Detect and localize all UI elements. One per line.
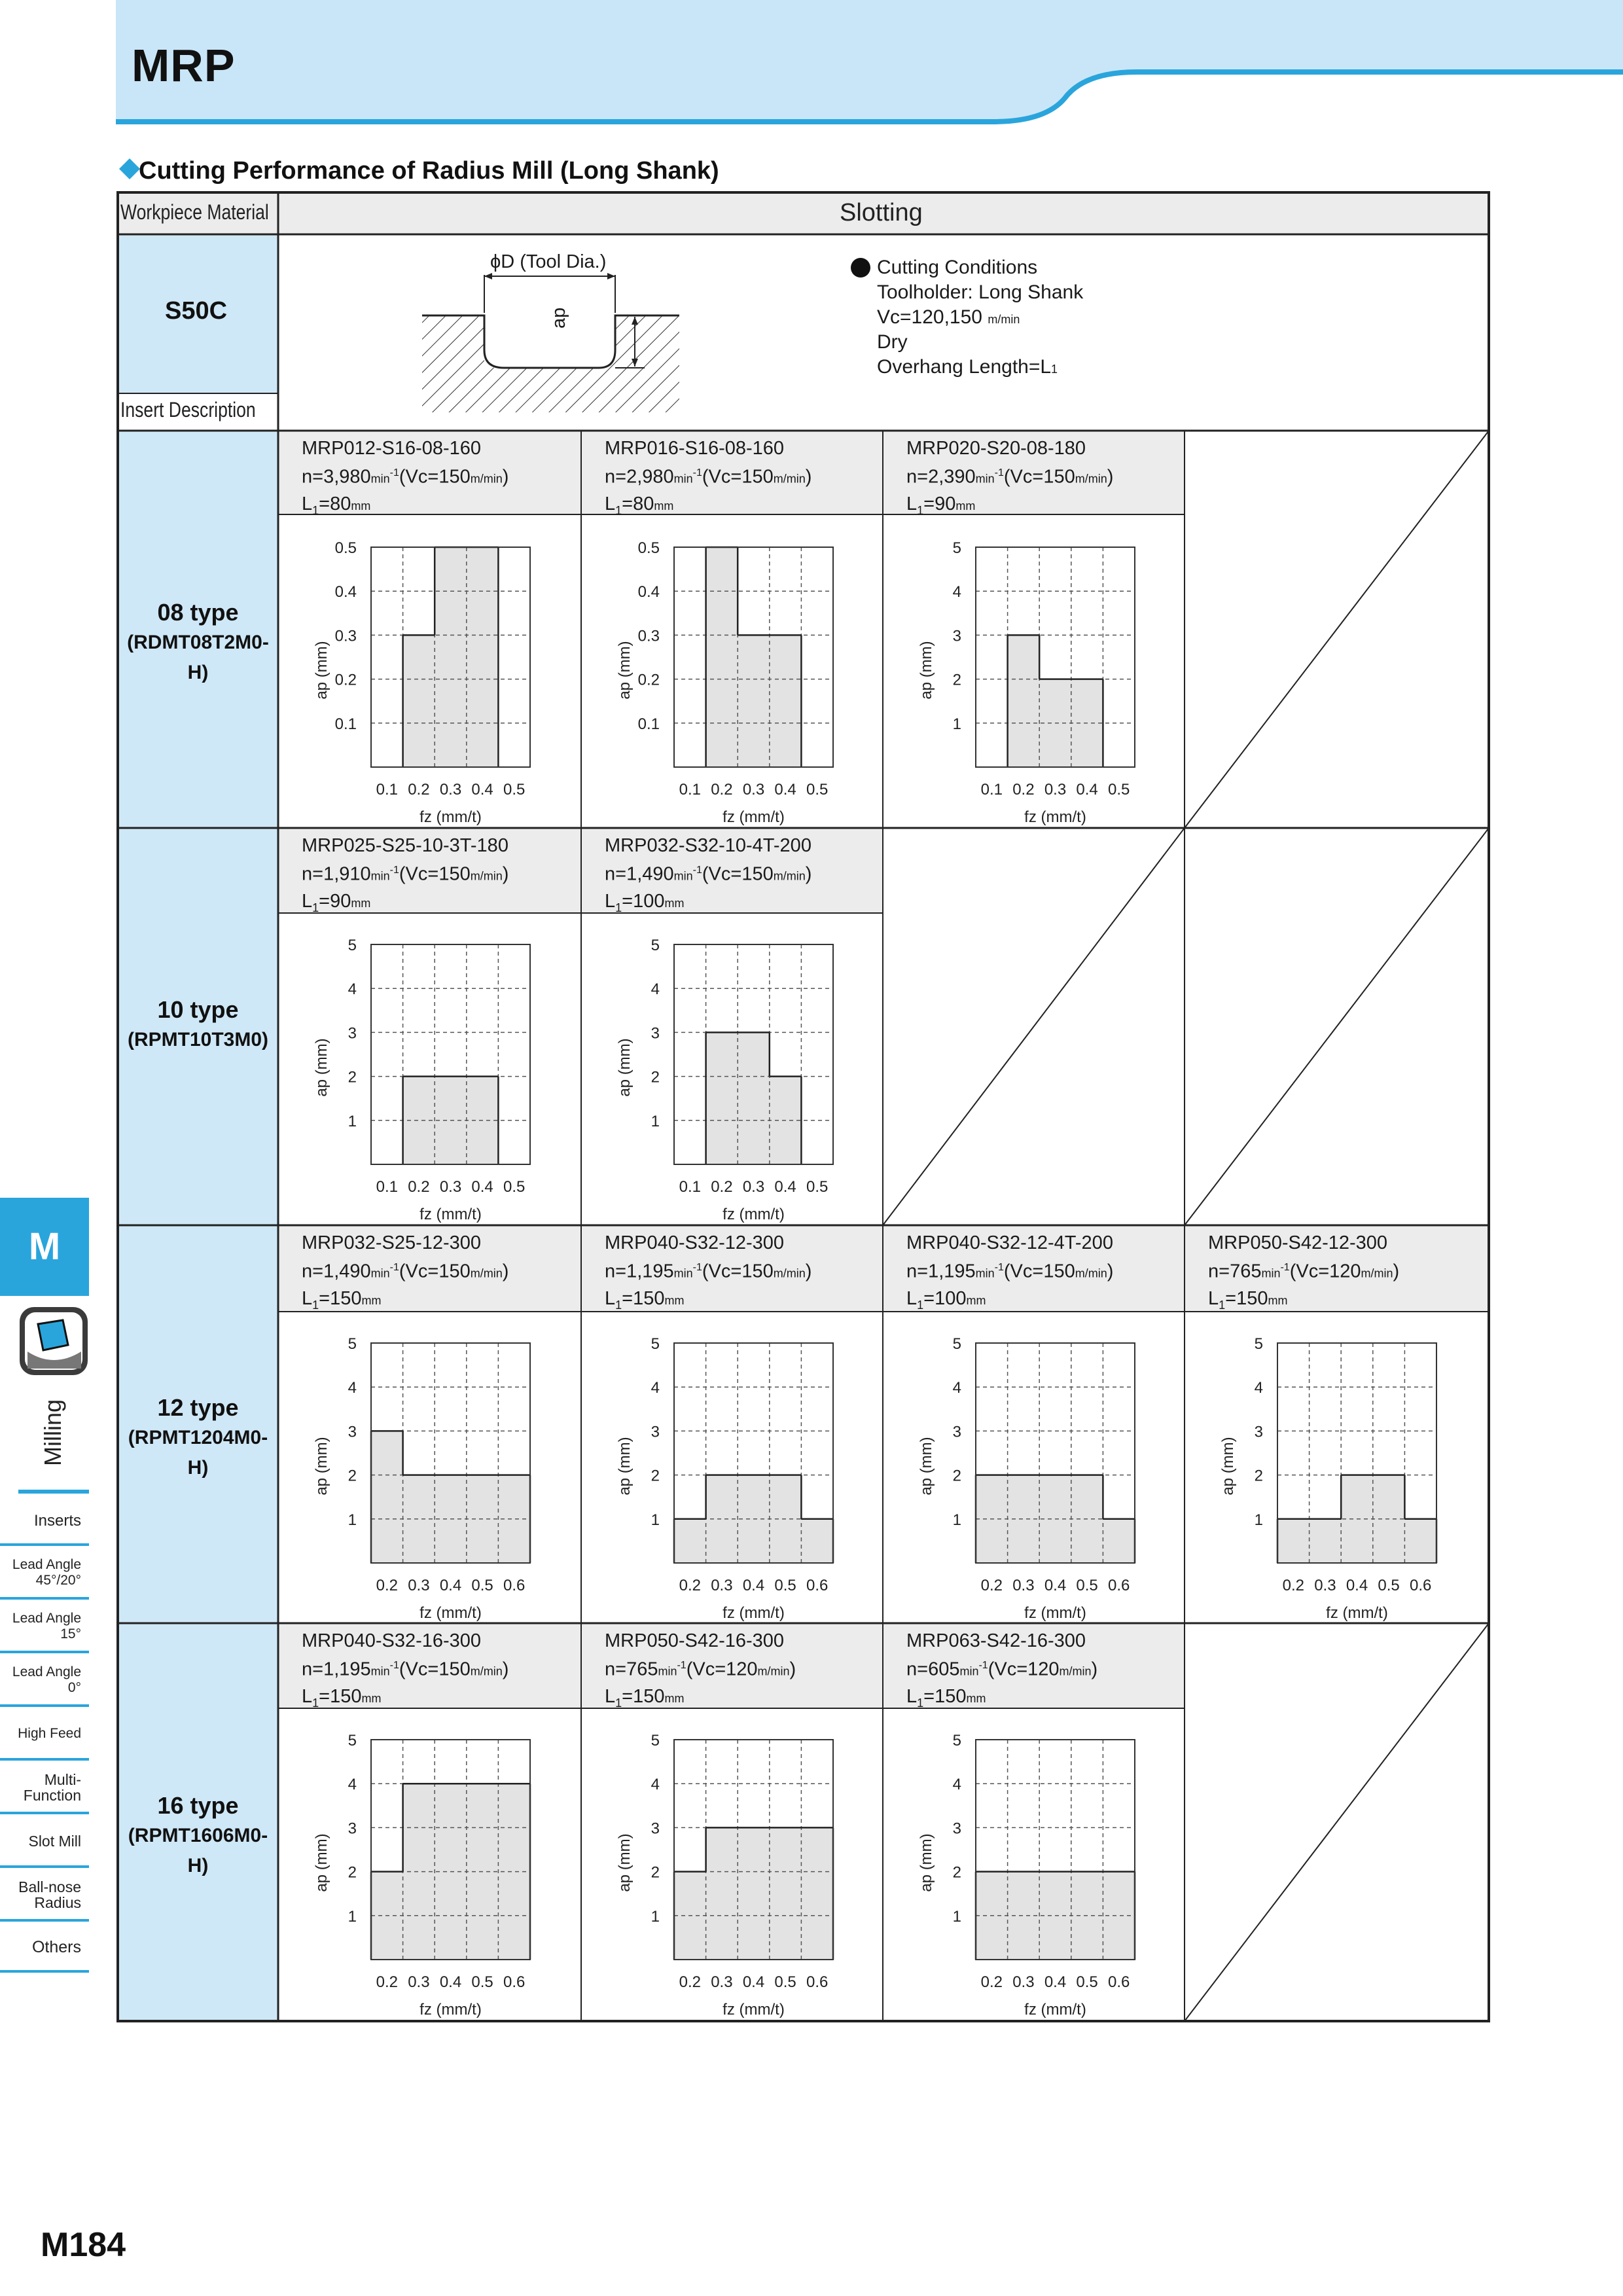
y-tick-label: 3 xyxy=(348,1423,357,1441)
y-tick-label: 4 xyxy=(348,1776,357,1794)
spindle-speed: $n=1,195\min^{-1}(Vc=150m/\min)$ xyxy=(605,1261,812,1282)
model-name: MRP040-S32-12-4T-200 xyxy=(906,1232,1113,1253)
y-tick-label: 3 xyxy=(348,1820,357,1838)
chart-c16a xyxy=(313,1732,530,2018)
y-axis-label: ap (mm) xyxy=(616,641,633,700)
chart-c08a xyxy=(313,539,530,826)
y-tick-label: 5 xyxy=(952,1732,961,1749)
y-tick-label: 3 xyxy=(651,1423,660,1441)
y-tick-label: 4 xyxy=(1254,1379,1263,1397)
x-axis-label: fz (mm/t) xyxy=(419,1604,482,1622)
y-tick-label: 5 xyxy=(348,1335,357,1353)
overhang-length: $L_1=150mm$ xyxy=(605,1685,685,1710)
x-axis-label: fz (mm/t) xyxy=(722,2001,785,2018)
type-label-08: 08 type (RDMT08T2M0-H) xyxy=(127,599,269,683)
x-tick-label: 0.4 xyxy=(774,1178,796,1196)
conditions-coolant: Dry xyxy=(877,331,908,353)
y-tick-label: 4 xyxy=(651,980,660,999)
chart-c16c xyxy=(918,1732,1135,2018)
spindle-speed: $n=765\min^{-1}(Vc=120m/\min)$ xyxy=(1208,1261,1400,1282)
x-tick-label: 0.3 xyxy=(742,1178,765,1196)
model-name: MRP025-S25-10-3T-180 xyxy=(302,835,508,856)
y-tick-label: 4 xyxy=(952,1776,961,1794)
x-tick-label: 0.6 xyxy=(1108,1577,1130,1594)
conditions-overhang-sub: 1 xyxy=(1051,363,1058,376)
spindle-speed: $n=2,390\min^{-1}(Vc=150m/\min)$ xyxy=(906,466,1114,488)
overhang-length: $L_1=150mm$ xyxy=(1208,1287,1288,1312)
chart-c08c xyxy=(918,539,1135,826)
y-axis-label: ap (mm) xyxy=(616,1038,633,1097)
y-tick-label: 0.5 xyxy=(334,539,357,557)
y-axis-label: ap (mm) xyxy=(616,1437,633,1496)
y-tick-label: 0.2 xyxy=(334,671,357,689)
milling-label: Milling xyxy=(39,1399,66,1466)
x-tick-label: 0.5 xyxy=(1378,1577,1400,1594)
chart-c12a xyxy=(313,1335,530,1622)
y-tick-label: 5 xyxy=(348,1732,357,1749)
conditions-toolholder: Toolholder: Long Shank xyxy=(877,281,1084,303)
x-tick-label: 0.5 xyxy=(774,1577,796,1594)
chart-c12d xyxy=(1219,1335,1436,1622)
x-tick-label: 0.4 xyxy=(439,1577,462,1594)
x-tick-label: 0.2 xyxy=(980,1973,1003,1991)
y-tick-label: 1 xyxy=(952,715,961,733)
y-axis-label: ap (mm) xyxy=(313,1038,330,1097)
x-tick-label: 0.5 xyxy=(806,1178,829,1196)
x-tick-label: 0.5 xyxy=(774,1973,796,1991)
x-tick-label: 0.6 xyxy=(1410,1577,1432,1594)
y-tick-label: 2 xyxy=(651,1863,660,1882)
ap-label: ap xyxy=(548,307,569,329)
x-tick-label: 0.3 xyxy=(439,781,462,798)
x-tick-label: 0.1 xyxy=(679,781,701,798)
overhang-length: $L_1=90mm$ xyxy=(906,493,976,517)
y-tick-label: 1 xyxy=(651,1907,660,1926)
sidebar-item-high-feed[interactable]: High Feed xyxy=(0,1710,89,1761)
x-axis-label: fz (mm/t) xyxy=(1024,808,1086,826)
x-tick-label: 0.5 xyxy=(1076,1577,1098,1594)
y-tick-label: 4 xyxy=(651,1379,660,1397)
model-name: MRP040-S32-12-300 xyxy=(605,1232,785,1253)
y-tick-label: 2 xyxy=(348,1068,357,1086)
spindle-speed: $n=605\min^{-1}(Vc=120m/\min)$ xyxy=(906,1659,1098,1680)
model-name: MRP016-S16-08-160 xyxy=(605,438,785,459)
x-tick-label: 0.2 xyxy=(711,1178,733,1196)
y-tick-label: 2 xyxy=(952,1467,961,1485)
overhang-length: $L_1=80mm$ xyxy=(605,493,674,517)
section-title: Cutting Performance of Radius Mill (Long Shank) xyxy=(139,157,719,185)
x-axis-label: fz (mm/t) xyxy=(722,808,785,826)
x-tick-label: 0.1 xyxy=(980,781,1003,798)
spindle-speed: $n=3,980\min^{-1}(Vc=150m/\min)$ xyxy=(302,466,509,488)
sidebar-item-lead-angle-0[interactable]: Lead Angle 0° xyxy=(0,1656,89,1707)
x-axis-label: fz (mm/t) xyxy=(1326,1604,1388,1622)
y-axis-label: ap (mm) xyxy=(313,1833,330,1892)
y-tick-label: 3 xyxy=(651,1820,660,1838)
y-tick-label: 0.4 xyxy=(637,583,660,601)
sidebar-active-tab[interactable]: M xyxy=(0,1198,89,1296)
overhang-length: $L_1=100mm$ xyxy=(906,1287,986,1312)
conditions-heading: Cutting Conditions xyxy=(877,257,1038,278)
type-label-16: 16 type (RPMT1606M0-H) xyxy=(128,1792,268,1876)
y-tick-label: 5 xyxy=(952,539,961,557)
chart-area xyxy=(674,1032,833,1164)
y-tick-label: 0.2 xyxy=(637,671,660,689)
x-axis-label: fz (mm/t) xyxy=(419,808,482,826)
y-tick-label: 5 xyxy=(348,937,357,954)
sidebar-item-lead-angle-15[interactable]: Lead Angle 15° xyxy=(0,1602,89,1653)
y-tick-label: 2 xyxy=(651,1467,660,1485)
overhang-length: $L_1=150mm$ xyxy=(302,1287,382,1312)
spindle-speed: $n=765\min^{-1}(Vc=120m/\min)$ xyxy=(605,1659,796,1680)
y-tick-label: 2 xyxy=(1254,1467,1263,1485)
y-axis-label: ap (mm) xyxy=(1219,1437,1237,1496)
spindle-speed: $n=1,195\min^{-1}(Vc=150m/\min)$ xyxy=(906,1261,1114,1282)
y-tick-label: 2 xyxy=(348,1467,357,1485)
y-axis-label: ap (mm) xyxy=(313,641,330,700)
y-tick-label: 5 xyxy=(651,1732,660,1749)
x-tick-label: 0.3 xyxy=(711,1973,733,1991)
chart-c10a xyxy=(313,937,530,1223)
x-tick-label: 0.3 xyxy=(1314,1577,1336,1594)
y-tick-label: 2 xyxy=(952,671,961,689)
x-tick-label: 0.4 xyxy=(1346,1577,1368,1594)
sidebar-item-slot-mill[interactable]: Slot Mill xyxy=(0,1817,89,1868)
x-tick-label: 0.5 xyxy=(471,1577,493,1594)
x-tick-label: 0.5 xyxy=(503,781,526,798)
conditions-vc-unit: m/min xyxy=(988,313,1020,326)
y-tick-label: 4 xyxy=(348,1379,357,1397)
x-tick-label: 0.2 xyxy=(1282,1577,1304,1594)
y-tick-label: 4 xyxy=(651,1776,660,1794)
x-tick-label: 0.6 xyxy=(503,1973,526,1991)
y-tick-label: 4 xyxy=(952,583,961,601)
y-tick-label: 4 xyxy=(952,1379,961,1397)
chart-area xyxy=(371,1431,530,1563)
y-tick-label: 5 xyxy=(952,1335,961,1353)
chart-c16b xyxy=(616,1732,833,2018)
sidebar-divider xyxy=(18,1490,89,1494)
sidebar-item-others[interactable]: Others xyxy=(0,1924,89,1973)
model-name: MRP063-S42-16-300 xyxy=(906,1630,1086,1651)
y-axis-label: ap (mm) xyxy=(918,1833,935,1892)
sidebar-item-ball-nose-radius[interactable]: Ball-nose Radius xyxy=(0,1871,89,1922)
chart-c08b xyxy=(616,539,833,826)
material-label: S50C xyxy=(165,297,228,325)
x-tick-label: 0.4 xyxy=(774,781,796,798)
y-tick-label: 1 xyxy=(348,1907,357,1926)
type-label-12: 12 type (RPMT1204M0-H) xyxy=(128,1394,268,1479)
spindle-speed: $n=2,980\min^{-1}(Vc=150m/\min)$ xyxy=(605,466,812,488)
x-axis-label: fz (mm/t) xyxy=(1024,1604,1086,1622)
tool-dia-label: ϕD (Tool Dia.) xyxy=(488,251,609,273)
spindle-speed: $n=1,195\min^{-1}(Vc=150m/\min)$ xyxy=(302,1659,509,1680)
model-name: MRP020-S20-08-180 xyxy=(906,438,1086,459)
y-tick-label: 1 xyxy=(952,1511,961,1529)
y-tick-label: 0.1 xyxy=(637,715,660,733)
x-tick-label: 0.2 xyxy=(376,1577,398,1594)
y-axis-label: ap (mm) xyxy=(918,641,935,700)
y-tick-label: 0.3 xyxy=(637,627,660,645)
model-name: MRP050-S42-16-300 xyxy=(605,1630,785,1651)
x-tick-label: 0.2 xyxy=(679,1577,701,1594)
page-title: MRP xyxy=(132,40,236,91)
model-name: MRP032-S32-10-4T-200 xyxy=(605,835,812,856)
y-tick-label: 3 xyxy=(1254,1423,1263,1441)
y-tick-label: 1 xyxy=(651,1112,660,1130)
sidebar-item-lead-angle-45[interactable]: Lead Angle 45°/20° xyxy=(0,1549,89,1600)
y-tick-label: 5 xyxy=(651,937,660,954)
overhang-length: $L_1=150mm$ xyxy=(302,1685,382,1710)
type-label-10: 10 type (RPMT10T3M0) xyxy=(127,996,269,1050)
spindle-speed: $n=1,910\min^{-1}(Vc=150m/\min)$ xyxy=(302,863,509,885)
model-name: MRP012-S16-08-160 xyxy=(302,438,482,459)
x-axis-label: fz (mm/t) xyxy=(1024,2001,1086,2018)
x-tick-label: 0.2 xyxy=(711,781,733,798)
model-name: MRP040-S32-16-300 xyxy=(302,1630,482,1651)
chart-area xyxy=(976,635,1135,767)
y-tick-label: 0.3 xyxy=(334,627,357,645)
x-tick-label: 0.3 xyxy=(711,1577,733,1594)
y-tick-label: 0.1 xyxy=(334,715,357,733)
y-tick-label: 4 xyxy=(348,980,357,999)
y-tick-label: 3 xyxy=(348,1024,357,1043)
page-number: M184 xyxy=(41,2226,126,2264)
x-tick-label: 0.4 xyxy=(742,1577,765,1594)
x-tick-label: 0.4 xyxy=(471,781,493,798)
model-name: MRP032-S25-12-300 xyxy=(302,1232,482,1253)
x-tick-label: 0.2 xyxy=(1012,781,1035,798)
x-tick-label: 0.1 xyxy=(679,1178,701,1196)
x-tick-label: 0.1 xyxy=(376,1178,398,1196)
x-tick-label: 0.6 xyxy=(806,1577,829,1594)
x-tick-label: 0.2 xyxy=(408,781,430,798)
x-tick-label: 0.4 xyxy=(742,1973,765,1991)
x-tick-label: 0.5 xyxy=(471,1973,493,1991)
x-tick-label: 0.2 xyxy=(376,1973,398,1991)
x-tick-label: 0.5 xyxy=(503,1178,526,1196)
x-tick-label: 0.6 xyxy=(503,1577,526,1594)
y-tick-label: 3 xyxy=(952,1820,961,1838)
x-tick-label: 0.3 xyxy=(1012,1973,1035,1991)
x-tick-label: 0.3 xyxy=(742,781,765,798)
x-tick-label: 0.3 xyxy=(1044,781,1067,798)
x-tick-label: 0.1 xyxy=(376,781,398,798)
chart-c12b xyxy=(616,1335,833,1622)
y-axis-label: ap (mm) xyxy=(918,1437,935,1496)
x-tick-label: 0.4 xyxy=(439,1973,462,1991)
x-tick-label: 0.4 xyxy=(1076,781,1098,798)
chart-area xyxy=(674,547,833,767)
y-tick-label: 0.5 xyxy=(637,539,660,557)
y-tick-label: 5 xyxy=(1254,1335,1263,1353)
x-tick-label: 0.2 xyxy=(980,1577,1003,1594)
y-tick-label: 0.4 xyxy=(334,583,357,601)
insert-description-label: Insert Description xyxy=(120,398,256,422)
spindle-speed: $n=1,490\min^{-1}(Vc=150m/\min)$ xyxy=(302,1261,509,1282)
x-tick-label: 0.5 xyxy=(1108,781,1130,798)
x-tick-label: 0.3 xyxy=(408,1973,430,1991)
x-axis-label: fz (mm/t) xyxy=(722,1604,785,1622)
y-tick-label: 2 xyxy=(651,1068,660,1086)
conditions-overhang-text: Overhang Length=L xyxy=(877,356,1052,378)
x-tick-label: 0.2 xyxy=(679,1973,701,1991)
y-tick-label: 1 xyxy=(952,1907,961,1926)
overhang-length: $L_1=150mm$ xyxy=(605,1287,685,1312)
x-tick-label: 0.3 xyxy=(1012,1577,1035,1594)
y-tick-label: 3 xyxy=(651,1024,660,1043)
overhang-length: $L_1=80mm$ xyxy=(302,493,371,517)
workpiece-material-label: Workpiece Material xyxy=(120,200,269,224)
milling-icon xyxy=(18,1306,89,1376)
x-tick-label: 0.4 xyxy=(1044,1577,1067,1594)
y-tick-label: 1 xyxy=(1254,1511,1263,1529)
y-tick-label: 1 xyxy=(348,1112,357,1130)
sidebar-item-multi-function[interactable]: Multi-Function xyxy=(0,1763,89,1814)
y-axis-label: ap (mm) xyxy=(313,1437,330,1496)
operation-label: Slotting xyxy=(840,199,923,226)
x-tick-label: 0.3 xyxy=(439,1178,462,1196)
y-tick-label: 1 xyxy=(348,1511,357,1529)
y-axis-label: ap (mm) xyxy=(616,1833,633,1892)
x-axis-label: fz (mm/t) xyxy=(419,1206,482,1223)
x-tick-label: 0.4 xyxy=(1044,1973,1067,1991)
spindle-speed: $n=1,490\min^{-1}(Vc=150m/\min)$ xyxy=(605,863,812,885)
x-tick-label: 0.6 xyxy=(806,1973,829,1991)
x-tick-label: 0.6 xyxy=(1108,1973,1130,1991)
chart-c10b xyxy=(616,937,833,1223)
sidebar-item-inserts[interactable]: Inserts xyxy=(0,1499,89,1546)
x-tick-label: 0.3 xyxy=(408,1577,430,1594)
y-tick-label: 2 xyxy=(348,1863,357,1882)
y-tick-label: 5 xyxy=(651,1335,660,1353)
y-tick-label: 3 xyxy=(952,627,961,645)
conditions-vc-text: Vc=120,150 xyxy=(877,306,982,328)
x-axis-label: fz (mm/t) xyxy=(722,1206,785,1223)
y-tick-label: 2 xyxy=(952,1863,961,1882)
chart-c12c xyxy=(918,1335,1135,1622)
chart-area xyxy=(674,1827,833,1960)
overhang-length: $L_1=150mm$ xyxy=(906,1685,986,1710)
y-tick-label: 3 xyxy=(952,1423,961,1441)
x-tick-label: 0.2 xyxy=(408,1178,430,1196)
y-tick-label: 1 xyxy=(651,1511,660,1529)
x-tick-label: 0.5 xyxy=(806,781,829,798)
x-axis-label: fz (mm/t) xyxy=(419,2001,482,2018)
x-tick-label: 0.4 xyxy=(471,1178,493,1196)
chart-area xyxy=(371,547,530,767)
overhang-length: $L_1=100mm$ xyxy=(605,890,685,914)
x-tick-label: 0.5 xyxy=(1076,1973,1098,1991)
model-name: MRP050-S42-12-300 xyxy=(1208,1232,1388,1253)
overhang-length: $L_1=90mm$ xyxy=(302,890,371,914)
